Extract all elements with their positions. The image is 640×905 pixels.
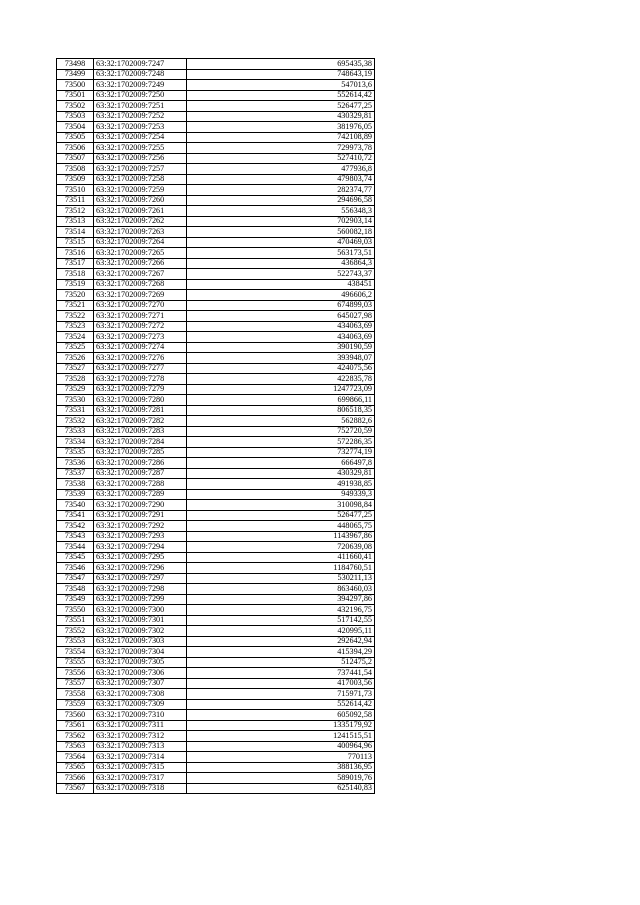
value-cell: 1241515,51 xyxy=(187,731,375,742)
value-cell: 1143967,86 xyxy=(187,531,375,542)
value-cell: 770113 xyxy=(187,752,375,763)
cadastral-number-cell: 63:32:1702009:7310 xyxy=(94,710,187,721)
table-row xyxy=(57,458,375,469)
table-row xyxy=(57,573,375,584)
value-cell: 479803,74 xyxy=(187,174,375,185)
cadastral-number-cell: 63:32:1702009:7252 xyxy=(94,111,187,122)
cadastral-number-cell: 63:32:1702009:7283 xyxy=(94,426,187,437)
table-row xyxy=(57,342,375,353)
row-number-cell: 73562 xyxy=(57,731,94,742)
table-row xyxy=(57,626,375,637)
cadastral-number-cell: 63:32:1702009:7278 xyxy=(94,374,187,385)
value-cell: 526477,25 xyxy=(187,510,375,521)
row-number-cell: 73508 xyxy=(57,164,94,175)
table-row xyxy=(57,374,375,385)
row-number-cell: 73518 xyxy=(57,269,94,280)
row-number-cell: 73543 xyxy=(57,531,94,542)
row-number-cell: 73547 xyxy=(57,573,94,584)
value-cell: 424075,56 xyxy=(187,363,375,374)
value-cell: 666497,8 xyxy=(187,458,375,469)
value-cell: 806518,35 xyxy=(187,405,375,416)
cadastral-number-cell: 63:32:1702009:7260 xyxy=(94,195,187,206)
value-cell: 589019,76 xyxy=(187,773,375,784)
cadastral-number-cell: 63:32:1702009:7277 xyxy=(94,363,187,374)
value-cell: 517142,55 xyxy=(187,615,375,626)
value-cell: 496606,2 xyxy=(187,290,375,301)
value-cell: 949339,3 xyxy=(187,489,375,500)
row-number-cell: 73564 xyxy=(57,752,94,763)
table-row xyxy=(57,531,375,542)
cadastral-number-cell: 63:32:1702009:7287 xyxy=(94,468,187,479)
table-row xyxy=(57,437,375,448)
row-number-cell: 73516 xyxy=(57,248,94,259)
row-number-cell: 73544 xyxy=(57,542,94,553)
cadastral-number-cell: 63:32:1702009:7249 xyxy=(94,80,187,91)
value-cell: 572286,35 xyxy=(187,437,375,448)
cadastral-number-cell: 63:32:1702009:7317 xyxy=(94,773,187,784)
cadastral-number-cell: 63:32:1702009:7308 xyxy=(94,689,187,700)
row-number-cell: 73511 xyxy=(57,195,94,206)
row-number-cell: 73567 xyxy=(57,783,94,794)
value-cell: 432196,75 xyxy=(187,605,375,616)
row-number-cell: 73527 xyxy=(57,363,94,374)
row-number-cell: 73555 xyxy=(57,657,94,668)
value-cell: 434063,69 xyxy=(187,332,375,343)
value-cell: 436864,3 xyxy=(187,258,375,269)
row-number-cell: 73509 xyxy=(57,174,94,185)
cadastral-number-cell: 63:32:1702009:7266 xyxy=(94,258,187,269)
row-number-cell: 73501 xyxy=(57,90,94,101)
value-cell: 512475,2 xyxy=(187,657,375,668)
cadastral-number-cell: 63:32:1702009:7261 xyxy=(94,206,187,217)
row-number-cell: 73545 xyxy=(57,552,94,563)
table-row xyxy=(57,332,375,343)
table-row xyxy=(57,416,375,427)
row-number-cell: 73515 xyxy=(57,237,94,248)
table-row xyxy=(57,59,375,70)
row-number-cell: 73566 xyxy=(57,773,94,784)
cadastral-number-cell: 63:32:1702009:7296 xyxy=(94,563,187,574)
row-number-cell: 73558 xyxy=(57,689,94,700)
value-cell: 1335179,92 xyxy=(187,720,375,731)
cadastral-number-cell: 63:32:1702009:7312 xyxy=(94,731,187,742)
row-number-cell: 73557 xyxy=(57,678,94,689)
row-number-cell: 73504 xyxy=(57,122,94,133)
table-row xyxy=(57,237,375,248)
cadastral-number-cell: 63:32:1702009:7300 xyxy=(94,605,187,616)
value-cell: 526477,25 xyxy=(187,101,375,112)
row-number-cell: 73502 xyxy=(57,101,94,112)
cadastral-number-cell: 63:32:1702009:7258 xyxy=(94,174,187,185)
row-number-cell: 73498 xyxy=(57,59,94,70)
cadastral-number-cell: 63:32:1702009:7303 xyxy=(94,636,187,647)
row-number-cell: 73553 xyxy=(57,636,94,647)
value-cell: 294696,58 xyxy=(187,195,375,206)
table-row xyxy=(57,216,375,227)
table-row xyxy=(57,647,375,658)
cadastral-number-cell: 63:32:1702009:7251 xyxy=(94,101,187,112)
cadastral-number-cell: 63:32:1702009:7288 xyxy=(94,479,187,490)
cadastral-number-cell: 63:32:1702009:7309 xyxy=(94,699,187,710)
table-row xyxy=(57,552,375,563)
table-row xyxy=(57,132,375,143)
cadastral-number-cell: 63:32:1702009:7273 xyxy=(94,332,187,343)
value-cell: 695435,38 xyxy=(187,59,375,70)
value-cell: 422835,78 xyxy=(187,374,375,385)
table-row xyxy=(57,195,375,206)
value-cell: 863460,03 xyxy=(187,584,375,595)
table-row xyxy=(57,752,375,763)
row-number-cell: 73505 xyxy=(57,132,94,143)
value-cell: 729973,78 xyxy=(187,143,375,154)
table-row xyxy=(57,447,375,458)
cadastral-number-cell: 63:32:1702009:7272 xyxy=(94,321,187,332)
value-cell: 560082,18 xyxy=(187,227,375,238)
value-cell: 381976,05 xyxy=(187,122,375,133)
table-row xyxy=(57,741,375,752)
row-number-cell: 73519 xyxy=(57,279,94,290)
row-number-cell: 73552 xyxy=(57,626,94,637)
cadastral-number-cell: 63:32:1702009:7307 xyxy=(94,678,187,689)
row-number-cell: 73565 xyxy=(57,762,94,773)
cadastral-number-cell: 63:32:1702009:7305 xyxy=(94,657,187,668)
register-table xyxy=(56,58,375,794)
value-cell: 752720,59 xyxy=(187,426,375,437)
value-cell: 552614,42 xyxy=(187,90,375,101)
row-number-cell: 73539 xyxy=(57,489,94,500)
table-row xyxy=(57,500,375,511)
cadastral-number-cell: 63:32:1702009:7264 xyxy=(94,237,187,248)
row-number-cell: 73542 xyxy=(57,521,94,532)
value-cell: 1184760,51 xyxy=(187,563,375,574)
value-cell: 388136,95 xyxy=(187,762,375,773)
value-cell: 522743,37 xyxy=(187,269,375,280)
row-number-cell: 73522 xyxy=(57,311,94,322)
cadastral-number-cell: 63:32:1702009:7256 xyxy=(94,153,187,164)
table-row xyxy=(57,605,375,616)
cadastral-number-cell: 63:32:1702009:7267 xyxy=(94,269,187,280)
table-row xyxy=(57,636,375,647)
value-cell: 282374,77 xyxy=(187,185,375,196)
value-cell: 562882,6 xyxy=(187,416,375,427)
value-cell: 547013,6 xyxy=(187,80,375,91)
value-cell: 415394,29 xyxy=(187,647,375,658)
cadastral-number-cell: 63:32:1702009:7269 xyxy=(94,290,187,301)
row-number-cell: 73507 xyxy=(57,153,94,164)
table-row xyxy=(57,699,375,710)
row-number-cell: 73528 xyxy=(57,374,94,385)
table-row xyxy=(57,521,375,532)
value-cell: 394297,86 xyxy=(187,594,375,605)
table-row xyxy=(57,279,375,290)
value-cell: 737441,54 xyxy=(187,668,375,679)
row-number-cell: 73499 xyxy=(57,69,94,80)
value-cell: 742108,89 xyxy=(187,132,375,143)
cadastral-number-cell: 63:32:1702009:7297 xyxy=(94,573,187,584)
cadastral-number-cell: 63:32:1702009:7265 xyxy=(94,248,187,259)
value-cell: 430329,81 xyxy=(187,468,375,479)
cadastral-number-cell: 63:32:1702009:7306 xyxy=(94,668,187,679)
cadastral-number-cell: 63:32:1702009:7270 xyxy=(94,300,187,311)
row-number-cell: 73512 xyxy=(57,206,94,217)
cadastral-number-cell: 63:32:1702009:7290 xyxy=(94,500,187,511)
value-cell: 530211,13 xyxy=(187,573,375,584)
value-cell: 563173,51 xyxy=(187,248,375,259)
cadastral-number-cell: 63:32:1702009:7284 xyxy=(94,437,187,448)
cadastral-number-cell: 63:32:1702009:7255 xyxy=(94,143,187,154)
table-row xyxy=(57,762,375,773)
table-row xyxy=(57,111,375,122)
row-number-cell: 73531 xyxy=(57,405,94,416)
row-number-cell: 73546 xyxy=(57,563,94,574)
cadastral-number-cell: 63:32:1702009:7298 xyxy=(94,584,187,595)
row-number-cell: 73556 xyxy=(57,668,94,679)
cadastral-number-cell: 63:32:1702009:7286 xyxy=(94,458,187,469)
row-number-cell: 73537 xyxy=(57,468,94,479)
cadastral-number-cell: 63:32:1702009:7315 xyxy=(94,762,187,773)
value-cell: 1247723,09 xyxy=(187,384,375,395)
row-number-cell: 73530 xyxy=(57,395,94,406)
table-row xyxy=(57,668,375,679)
table-row xyxy=(57,678,375,689)
table-row xyxy=(57,90,375,101)
cadastral-number-cell: 63:32:1702009:7304 xyxy=(94,647,187,658)
cadastral-number-cell: 63:32:1702009:7247 xyxy=(94,59,187,70)
table-row xyxy=(57,510,375,521)
cadastral-number-cell: 63:32:1702009:7276 xyxy=(94,353,187,364)
table-row xyxy=(57,69,375,80)
row-number-cell: 73554 xyxy=(57,647,94,658)
cadastral-number-cell: 63:32:1702009:7271 xyxy=(94,311,187,322)
table-row xyxy=(57,258,375,269)
value-cell: 699866,11 xyxy=(187,395,375,406)
row-number-cell: 73549 xyxy=(57,594,94,605)
cadastral-number-cell: 63:32:1702009:7279 xyxy=(94,384,187,395)
cadastral-number-cell: 63:32:1702009:7254 xyxy=(94,132,187,143)
row-number-cell: 73548 xyxy=(57,584,94,595)
cadastral-number-cell: 63:32:1702009:7268 xyxy=(94,279,187,290)
row-number-cell: 73524 xyxy=(57,332,94,343)
table-row xyxy=(57,710,375,721)
table-row xyxy=(57,689,375,700)
value-cell: 715971,73 xyxy=(187,689,375,700)
row-number-cell: 73520 xyxy=(57,290,94,301)
value-cell: 732774,19 xyxy=(187,447,375,458)
cadastral-number-cell: 63:32:1702009:7262 xyxy=(94,216,187,227)
table-row xyxy=(57,206,375,217)
cadastral-number-cell: 63:32:1702009:7294 xyxy=(94,542,187,553)
cadastral-number-cell: 63:32:1702009:7314 xyxy=(94,752,187,763)
value-cell: 491938,85 xyxy=(187,479,375,490)
value-cell: 400964,96 xyxy=(187,741,375,752)
table-row xyxy=(57,731,375,742)
register-table-body xyxy=(57,59,375,794)
cadastral-number-cell: 63:32:1702009:7311 xyxy=(94,720,187,731)
cadastral-number-cell: 63:32:1702009:7302 xyxy=(94,626,187,637)
table-row xyxy=(57,321,375,332)
table-row xyxy=(57,584,375,595)
table-row xyxy=(57,468,375,479)
value-cell: 420995,11 xyxy=(187,626,375,637)
row-number-cell: 73561 xyxy=(57,720,94,731)
row-number-cell: 73517 xyxy=(57,258,94,269)
row-number-cell: 73503 xyxy=(57,111,94,122)
table-row xyxy=(57,657,375,668)
value-cell: 702903,14 xyxy=(187,216,375,227)
value-cell: 417003,56 xyxy=(187,678,375,689)
value-cell: 430329,81 xyxy=(187,111,375,122)
cadastral-number-cell: 63:32:1702009:7313 xyxy=(94,741,187,752)
cadastral-number-cell: 63:32:1702009:7250 xyxy=(94,90,187,101)
table-row xyxy=(57,290,375,301)
table-row xyxy=(57,269,375,280)
value-cell: 720639,08 xyxy=(187,542,375,553)
table-row xyxy=(57,479,375,490)
table-row xyxy=(57,122,375,133)
table-row xyxy=(57,300,375,311)
value-cell: 292642,94 xyxy=(187,636,375,647)
table-row xyxy=(57,594,375,605)
table-row xyxy=(57,563,375,574)
cadastral-number-cell: 63:32:1702009:7299 xyxy=(94,594,187,605)
table-row xyxy=(57,384,375,395)
table-row xyxy=(57,395,375,406)
cadastral-number-cell: 63:32:1702009:7293 xyxy=(94,531,187,542)
row-number-cell: 73550 xyxy=(57,605,94,616)
cadastral-number-cell: 63:32:1702009:7259 xyxy=(94,185,187,196)
value-cell: 556348,3 xyxy=(187,206,375,217)
cadastral-number-cell: 63:32:1702009:7285 xyxy=(94,447,187,458)
cadastral-number-cell: 63:32:1702009:7282 xyxy=(94,416,187,427)
table-row xyxy=(57,542,375,553)
table-row xyxy=(57,185,375,196)
table-row xyxy=(57,80,375,91)
row-number-cell: 73500 xyxy=(57,80,94,91)
row-number-cell: 73526 xyxy=(57,353,94,364)
value-cell: 748643,19 xyxy=(187,69,375,80)
row-number-cell: 73559 xyxy=(57,699,94,710)
cadastral-number-cell: 63:32:1702009:7292 xyxy=(94,521,187,532)
cadastral-number-cell: 63:32:1702009:7263 xyxy=(94,227,187,238)
row-number-cell: 73563 xyxy=(57,741,94,752)
table-row xyxy=(57,720,375,731)
row-number-cell: 73506 xyxy=(57,143,94,154)
table-row xyxy=(57,615,375,626)
row-number-cell: 73560 xyxy=(57,710,94,721)
cadastral-number-cell: 63:32:1702009:7253 xyxy=(94,122,187,133)
value-cell: 438451 xyxy=(187,279,375,290)
table-row xyxy=(57,363,375,374)
table-row xyxy=(57,101,375,112)
row-number-cell: 73541 xyxy=(57,510,94,521)
value-cell: 448065,75 xyxy=(187,521,375,532)
cadastral-number-cell: 63:32:1702009:7248 xyxy=(94,69,187,80)
table-row xyxy=(57,164,375,175)
row-number-cell: 73538 xyxy=(57,479,94,490)
table-row xyxy=(57,311,375,322)
table-row xyxy=(57,353,375,364)
value-cell: 674899,03 xyxy=(187,300,375,311)
cadastral-number-cell: 63:32:1702009:7289 xyxy=(94,489,187,500)
row-number-cell: 73540 xyxy=(57,500,94,511)
cadastral-number-cell: 63:32:1702009:7281 xyxy=(94,405,187,416)
row-number-cell: 73513 xyxy=(57,216,94,227)
value-cell: 552614,42 xyxy=(187,699,375,710)
value-cell: 527410,72 xyxy=(187,153,375,164)
table-row xyxy=(57,143,375,154)
value-cell: 310098,84 xyxy=(187,500,375,511)
cadastral-number-cell: 63:32:1702009:7291 xyxy=(94,510,187,521)
cadastral-number-cell: 63:32:1702009:7301 xyxy=(94,615,187,626)
table-row xyxy=(57,174,375,185)
row-number-cell: 73523 xyxy=(57,321,94,332)
row-number-cell: 73536 xyxy=(57,458,94,469)
value-cell: 470469,03 xyxy=(187,237,375,248)
cadastral-number-cell: 63:32:1702009:7318 xyxy=(94,783,187,794)
row-number-cell: 73529 xyxy=(57,384,94,395)
value-cell: 390190,59 xyxy=(187,342,375,353)
cadastral-number-cell: 63:32:1702009:7295 xyxy=(94,552,187,563)
table-row xyxy=(57,405,375,416)
row-number-cell: 73525 xyxy=(57,342,94,353)
row-number-cell: 73533 xyxy=(57,426,94,437)
cadastral-number-cell: 63:32:1702009:7257 xyxy=(94,164,187,175)
row-number-cell: 73551 xyxy=(57,615,94,626)
value-cell: 477936,8 xyxy=(187,164,375,175)
row-number-cell: 73510 xyxy=(57,185,94,196)
value-cell: 645027,98 xyxy=(187,311,375,322)
table-row xyxy=(57,489,375,500)
value-cell: 411660,41 xyxy=(187,552,375,563)
value-cell: 605092,58 xyxy=(187,710,375,721)
value-cell: 393948,07 xyxy=(187,353,375,364)
table-row xyxy=(57,248,375,259)
table-row xyxy=(57,227,375,238)
cadastral-number-cell: 63:32:1702009:7274 xyxy=(94,342,187,353)
value-cell: 625140,83 xyxy=(187,783,375,794)
row-number-cell: 73532 xyxy=(57,416,94,427)
value-cell: 434063,69 xyxy=(187,321,375,332)
cadastral-number-cell: 63:32:1702009:7280 xyxy=(94,395,187,406)
table-row xyxy=(57,153,375,164)
row-number-cell: 73534 xyxy=(57,437,94,448)
row-number-cell: 73521 xyxy=(57,300,94,311)
table-row xyxy=(57,426,375,437)
row-number-cell: 73514 xyxy=(57,227,94,238)
table-row xyxy=(57,773,375,784)
row-number-cell: 73535 xyxy=(57,447,94,458)
table-row xyxy=(57,783,375,794)
